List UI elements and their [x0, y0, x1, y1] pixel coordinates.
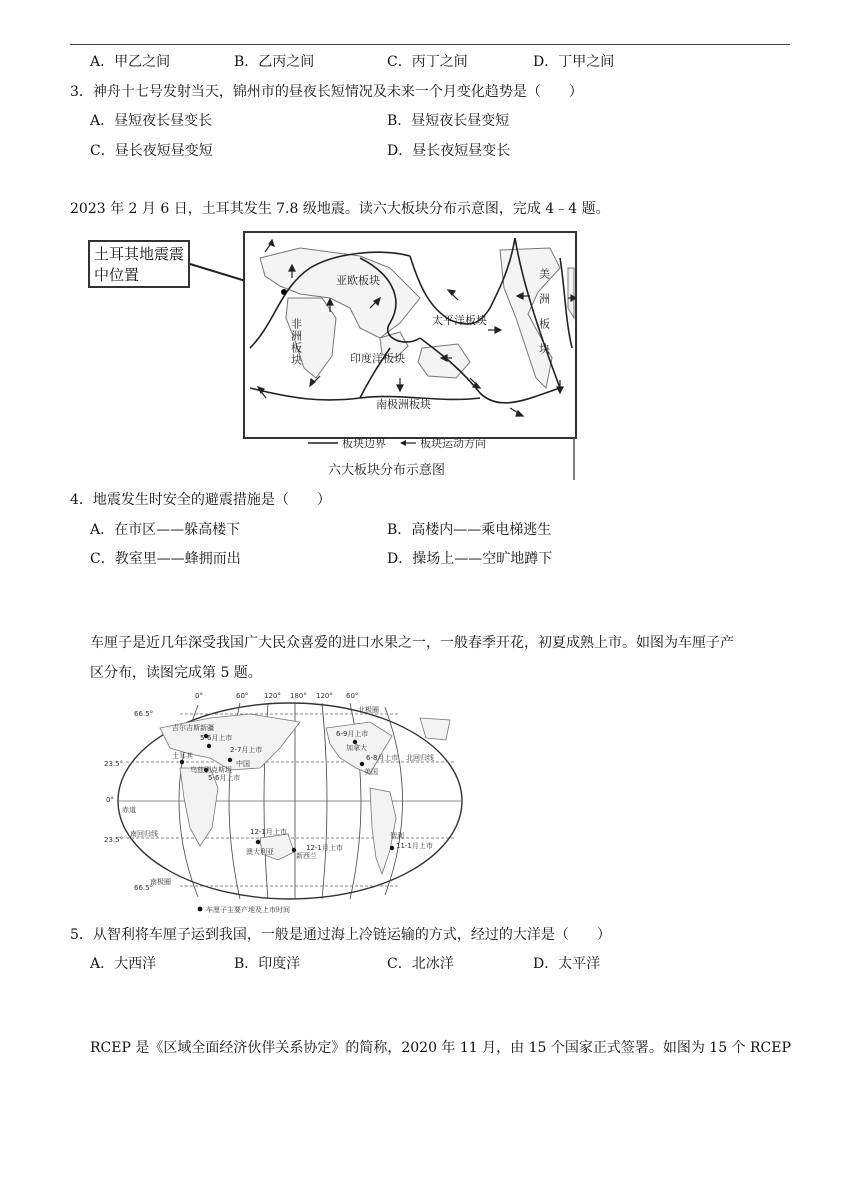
quake-intro: 2023 年 2 月 6 日，土耳其发生 7.8 级地震。读六大板块分布示意图，完成 4﹣4 题。 — [70, 201, 610, 217]
q3-option-d: D．昼长夜短昼变长 — [387, 143, 511, 159]
plate-map-figure — [60, 228, 580, 484]
q5-option-a: A．大西洋 — [90, 956, 157, 972]
lon-label: 120° — [264, 692, 281, 700]
q5-option-d: D．太平洋 — [533, 956, 601, 972]
q2-option-b: B．乙丙之间 — [234, 54, 315, 70]
q3-option-b: B．昼短夜长昼变短 — [387, 113, 510, 129]
lon-label: 180° — [290, 692, 307, 700]
place-time: 12-1月上市 — [306, 844, 343, 852]
plate-label-eurasian: 亚欧板块 — [336, 274, 380, 287]
place-time: 5-6月上市 — [200, 734, 233, 742]
lon-label: 0° — [195, 692, 203, 700]
q3-option-a: A．昼短夜长昼变长 — [90, 113, 213, 129]
place-time: 5-6月上市 — [208, 774, 241, 782]
place-usa: 美国 — [364, 768, 378, 776]
cherry-marker-icon — [256, 840, 260, 844]
place-time: 6-9月上市 — [336, 730, 369, 738]
place-chile: 智利 — [390, 832, 404, 840]
top-rule — [70, 44, 790, 45]
lat-label: 0° — [106, 796, 114, 804]
lon-label: 120° — [316, 692, 333, 700]
legend-cherry-icon — [198, 907, 203, 912]
q2-option-d: D．丁甲之间 — [533, 54, 615, 70]
q4-option-d: D．操场上——空旷地蹲下 — [387, 551, 553, 567]
cherry-intro-line-1: 车厘子是近几年深受我国广大民众喜爱的进口水果之一，一般春季开花，初夏成熟上市。如图为车厘子产 — [90, 635, 734, 651]
cherry-marker-icon — [360, 762, 364, 766]
tropic-capricorn-label: 南回归线 — [130, 830, 158, 838]
cherry-marker-icon — [228, 758, 232, 762]
q2-option-c: C．丙丁之间 — [387, 54, 468, 70]
lon-label: 60° — [236, 692, 249, 700]
plate-label-pacific: 太平洋板块 — [432, 314, 487, 327]
cherry-marker-icon — [180, 760, 184, 764]
q3-stem: 3．神舟十七号发射当天，锦州市的昼夜长短情况及未来一个月变化趋势是（ ） — [70, 84, 583, 100]
legend-arrow-icon — [400, 440, 406, 446]
q4-option-a: A．在市区——躲高楼下 — [90, 522, 241, 538]
legend-motion-text: 板块运动方向 — [420, 437, 486, 450]
plate-label-american: 美洲板块 — [537, 268, 551, 368]
epicenter-callout: 土耳其地震震中位置 — [88, 240, 190, 288]
tropic-cancer-label: 北回归线 — [406, 754, 434, 762]
q5-option-c: C．北冰洋 — [387, 956, 454, 972]
q5-option-b: B．印度洋 — [234, 956, 301, 972]
lat-label: 23.5° — [104, 836, 124, 844]
lat-label: 66.5° — [134, 884, 154, 892]
q4-stem: 4．地震发生时安全的避震措施是（ ） — [70, 492, 331, 508]
plate-label-indian: 印度洋板块 — [350, 352, 405, 365]
place-turkey: 土耳其 — [172, 752, 193, 760]
q2-option-a: A．甲乙之间 — [90, 54, 171, 70]
plate-label-african: 非洲板块 — [289, 318, 303, 366]
q4-option-c: C．教室里——蜂拥而出 — [90, 551, 241, 567]
place-nz: 新西兰 — [296, 852, 317, 860]
cherry-marker-icon — [390, 846, 394, 850]
q5-stem: 5．从智利将车厘子运到我国，一般是通过海上冷链运输的方式，经过的大洋是（ ） — [70, 927, 611, 943]
lon-label: 60° — [346, 692, 359, 700]
place-uzbek: 乌兹别克斯坦 — [190, 766, 232, 774]
q4-option-b: B．高楼内——乘电梯逃生 — [387, 522, 552, 538]
lat-label: 66.5° — [134, 710, 154, 718]
cherry-world-map — [100, 688, 480, 916]
arctic-circle-label: 北极圈 — [358, 706, 379, 714]
q3-option-c: C．昼长夜短昼变短 — [90, 143, 213, 159]
antarctic-circle-label: 南极圈 — [150, 878, 171, 886]
place-xinjiang: 吉尔吉斯新疆 — [172, 724, 214, 732]
legend-boundary-text: 板块边界 — [342, 437, 386, 450]
place-china: 中国 — [236, 760, 250, 768]
place-time: 2-7月上市 — [230, 746, 263, 754]
plate-map-caption: 六大板块分布示意图 — [328, 463, 446, 478]
cherry-intro-line-2: 区分布，读图完成第 5 题。 — [90, 665, 262, 681]
rcep-intro: RCEP 是《区域全面经济伙伴关系协定》的简称，2020 年 11 月，由 15 个国家正式签署。如图为 15 个 RCEP — [90, 1040, 791, 1056]
place-time: 6-8月上市 — [366, 754, 399, 762]
lat-label: 23.5° — [104, 760, 124, 768]
place-time: 12-1月上市 — [250, 828, 287, 836]
plate-label-antarctic: 南极洲板块 — [376, 398, 431, 411]
world-map-legend: 车厘子主要产地及上市时间 — [206, 906, 290, 914]
place-canada: 加拿大 — [346, 744, 367, 752]
place-australia: 澳大利亚 — [246, 848, 274, 856]
cherry-marker-icon — [207, 744, 211, 748]
place-time: 11-1月上市 — [396, 842, 433, 850]
equator-label: 赤道 — [122, 806, 136, 814]
